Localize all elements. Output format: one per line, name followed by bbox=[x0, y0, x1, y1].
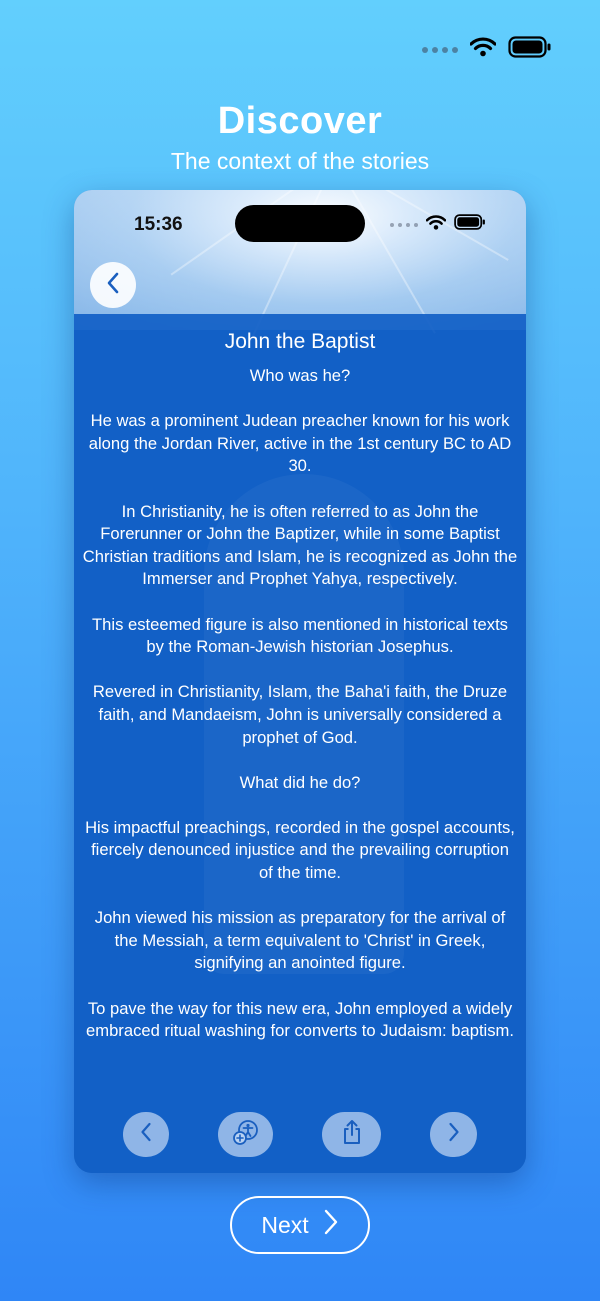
cellular-dots-icon bbox=[422, 47, 458, 53]
page-title: Discover bbox=[217, 100, 383, 142]
cellular-dots-icon bbox=[390, 223, 418, 227]
chevron-left-icon bbox=[106, 272, 120, 299]
chevron-left-icon bbox=[140, 1122, 152, 1147]
accessibility-button[interactable] bbox=[218, 1112, 273, 1157]
page-subtitle: The context of the stories bbox=[170, 148, 430, 174]
back-button[interactable] bbox=[90, 262, 136, 308]
article-paragraph: He was a prominent Judean preacher known for his work along the Jordan River, active in the 1st century BC to AD 30. bbox=[88, 411, 512, 476]
section-heading: What did he do? bbox=[239, 772, 361, 792]
article-paragraph: This esteemed figure is also mentioned in historical texts by the Roman-Jewish historian Josephus. bbox=[92, 614, 508, 657]
battery-icon bbox=[454, 214, 486, 235]
article-paragraph: His impactful preachings, recorded in the gospel accounts, fiercely denounced injustice and the prevailing corruption of the time. bbox=[85, 817, 515, 883]
wifi-icon bbox=[470, 37, 496, 62]
share-icon bbox=[342, 1119, 362, 1150]
article-paragraph: In Christianity, he is often referred to as John the Forerunner or John the Baptizer, while in some Baptist Christian traditions and Islam, he is recognized as John the Immerser and Prophet Yahya, respectively. bbox=[82, 501, 518, 589]
article-toolbar bbox=[74, 1112, 526, 1158]
article-paragraph: To pave the way for this new era, John employed a widely embraced ritual washing for converts to Judaism: baptism. bbox=[86, 998, 514, 1041]
next-article-button[interactable] bbox=[430, 1112, 477, 1157]
status-time: 15:36 bbox=[134, 214, 183, 235]
accessibility-icon bbox=[233, 1119, 259, 1150]
article-body[interactable] bbox=[82, 365, 518, 1095]
inner-status-icons bbox=[390, 214, 486, 235]
previous-button[interactable] bbox=[123, 1112, 169, 1157]
share-button[interactable] bbox=[322, 1112, 381, 1157]
dynamic-island bbox=[235, 205, 365, 242]
section-heading: Who was he? bbox=[249, 366, 351, 385]
app-preview-card bbox=[74, 190, 526, 1173]
wifi-icon bbox=[426, 215, 446, 235]
article-title: John the Baptist bbox=[224, 330, 376, 353]
article-paragraph: John viewed his mission as preparatory for the arrival of the Messiah, a term equivalent to 'Christ' in Greek, signifying an anointed figure. bbox=[94, 908, 506, 973]
chevron-right-icon bbox=[323, 1209, 339, 1241]
battery-icon bbox=[508, 36, 552, 63]
article-paragraph: Revered in Christianity, Islam, the Baha'i faith, the Druze faith, and Mandaeism, John is universally considered a prophet of God. bbox=[92, 682, 508, 747]
next-label: Next bbox=[261, 1211, 309, 1238]
status-bar bbox=[422, 36, 552, 63]
chevron-right-icon bbox=[448, 1122, 460, 1147]
next-button[interactable] bbox=[230, 1196, 370, 1254]
